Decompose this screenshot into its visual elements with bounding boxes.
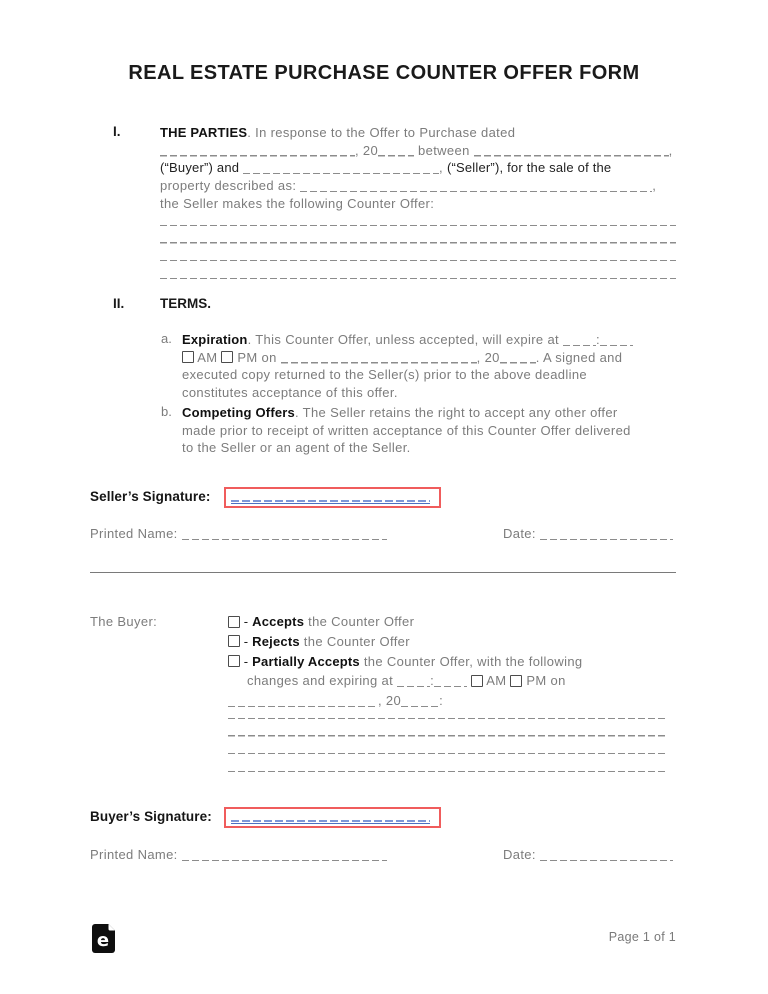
- text-run: ,: [668, 142, 673, 158]
- blank-write-line: [228, 704, 668, 722]
- seller-signature-field[interactable]: [224, 487, 441, 508]
- eforms-logo-icon: [92, 924, 115, 958]
- checkbox[interactable]: [228, 635, 240, 647]
- term-item-expiration: [182, 331, 633, 402]
- text-line: [182, 404, 631, 422]
- checkbox[interactable]: [182, 351, 194, 363]
- text-run: Expiration: [182, 332, 248, 347]
- fill-blank[interactable]: [600, 335, 633, 346]
- option-partially-accepts-cont: [247, 671, 582, 691]
- text-run: the Counter Offer, with the following: [359, 653, 583, 669]
- text-run: :: [439, 693, 444, 709]
- seller-printed-name-row: [90, 525, 387, 543]
- fill-blank[interactable]: [228, 743, 668, 754]
- page-indicator: Page 1 of 1: [608, 930, 676, 944]
- text-line: [160, 124, 673, 142]
- fill-blank[interactable]: [182, 850, 387, 861]
- text-run: Accepts: [252, 614, 305, 629]
- text-line: [182, 349, 633, 367]
- checkbox[interactable]: [228, 655, 240, 667]
- text-run: to the Seller or an agent of the Seller.: [182, 440, 411, 456]
- option-partially-accepts: [228, 652, 582, 672]
- text-line: [160, 195, 673, 213]
- checkbox[interactable]: [228, 616, 240, 628]
- text-line: [160, 159, 673, 177]
- fill-blank[interactable]: [281, 353, 477, 364]
- fill-blank[interactable]: [228, 761, 668, 772]
- buyer-printed-name-row: [90, 846, 387, 864]
- text-run: the Counter Offer: [299, 633, 410, 649]
- text-run: AM: [194, 349, 222, 365]
- text-run: . In response to the Offer to Purchase dated: [247, 125, 516, 140]
- text-run: PM on: [233, 349, 281, 365]
- text-run: PM on: [522, 673, 566, 689]
- buyer-date-row: [503, 846, 673, 864]
- text-run: , 20: [355, 142, 379, 158]
- fill-blank[interactable]: [378, 146, 414, 157]
- item-letter-a: a.: [161, 331, 172, 346]
- text-run: -: [240, 614, 253, 629]
- document-title: REAL ESTATE PURCHASE COUNTER OFFER FORM: [128, 62, 640, 84]
- option-accepts: [228, 612, 582, 632]
- section-number-terms: II.: [113, 296, 125, 311]
- text-line: [182, 422, 631, 440]
- text-run: property described as:: [160, 178, 301, 194]
- text-run: . The Seller retains the right to accept any other offer: [294, 405, 618, 420]
- text-run: . This Counter Offer, unless accepted, will expire at: [247, 332, 563, 347]
- checkbox[interactable]: [510, 675, 522, 687]
- fill-blank[interactable]: [228, 726, 668, 737]
- text-run: (“Buyer”) and: [160, 160, 243, 176]
- text-run: ,: [439, 160, 447, 176]
- text-run: -: [240, 633, 253, 649]
- blank-write-line: [160, 264, 676, 282]
- text-run: -: [240, 653, 253, 669]
- buyer-signature-label: Buyer’s Signature:: [90, 809, 212, 824]
- text-run: . A signed and: [535, 349, 623, 365]
- fill-blank[interactable]: [160, 250, 676, 261]
- buyer-response-label: The Buyer:: [90, 614, 158, 629]
- checkbox[interactable]: [221, 351, 233, 363]
- text-run: THE PARTIES: [160, 125, 248, 140]
- fill-blank[interactable]: [500, 353, 536, 364]
- fill-blank[interactable]: [563, 335, 596, 346]
- blank-write-line: [228, 722, 668, 740]
- fill-blank[interactable]: [540, 850, 673, 861]
- blank-write-line: [160, 211, 676, 229]
- blank-write-line: [160, 246, 676, 264]
- section-heading-terms: TERMS.: [160, 296, 212, 311]
- text-run: :: [430, 673, 435, 689]
- text-run: (“Seller”), for the sale of the: [446, 160, 612, 176]
- buyer-signature-field[interactable]: [224, 807, 441, 828]
- text-run: constitutes acceptance of this offer.: [182, 385, 398, 401]
- blank-write-line: [228, 757, 668, 775]
- fill-blank[interactable]: [160, 215, 676, 226]
- text-line: [160, 177, 673, 195]
- seller-date-row: [503, 525, 673, 543]
- text-run: , 20: [378, 693, 402, 709]
- blank-write-line: [160, 229, 676, 247]
- item-letter-b: b.: [161, 404, 172, 419]
- checkbox[interactable]: [471, 675, 483, 687]
- fill-blank[interactable]: [160, 146, 355, 157]
- text-line: [182, 439, 631, 457]
- fill-blank[interactable]: [434, 676, 467, 687]
- fill-blank[interactable]: [160, 268, 676, 279]
- text-run: , 20: [476, 349, 500, 365]
- fill-blank[interactable]: [228, 708, 668, 719]
- option-rejects: [228, 632, 582, 652]
- text-run: the Seller makes the following Counter Offer:: [160, 195, 435, 211]
- text-line: [182, 366, 633, 384]
- fill-blank[interactable]: [182, 529, 387, 540]
- svg-text:e: e: [96, 930, 110, 951]
- signature-fill-line: [231, 820, 430, 824]
- text-run: changes and expiring at: [247, 673, 398, 689]
- blank-write-line: [228, 739, 668, 757]
- fill-blank[interactable]: [300, 181, 652, 192]
- text-line: [182, 384, 633, 402]
- text-run: Partially Accepts: [252, 653, 360, 669]
- signature-fill-line: [231, 500, 430, 504]
- text-run: Rejects: [252, 633, 300, 649]
- fill-blank[interactable]: [160, 233, 676, 244]
- text-run: Date:: [503, 847, 540, 862]
- buyer-changes-blank-lines: [228, 704, 668, 775]
- buyer-response-options: [228, 612, 582, 711]
- text-line: [160, 142, 673, 160]
- text-run: :: [595, 332, 600, 347]
- fill-blank[interactable]: [243, 163, 439, 174]
- fill-blank[interactable]: [474, 146, 669, 157]
- text-line: [182, 331, 633, 349]
- text-run: the Counter Offer: [304, 614, 415, 629]
- text-run: ,: [652, 178, 657, 194]
- fill-blank[interactable]: [397, 676, 430, 687]
- parties-blank-lines: [160, 211, 676, 282]
- fill-blank[interactable]: [540, 529, 673, 540]
- seller-signature-label: Seller’s Signature:: [90, 489, 211, 504]
- text-run: Competing Offers: [182, 405, 295, 420]
- text-run: Printed Name:: [90, 847, 182, 862]
- text-run: AM: [483, 673, 511, 689]
- section-number-parties: I.: [113, 124, 121, 139]
- text-run: made prior to receipt of written acceptance of this Counter Offer delivered: [182, 422, 631, 438]
- section-parties-body: [160, 124, 673, 212]
- term-item-competing-offers: [182, 404, 631, 457]
- text-run: between: [414, 142, 474, 158]
- text-run: Date:: [503, 526, 540, 541]
- section-divider: [90, 572, 676, 573]
- text-run: executed copy returned to the Seller(s) prior to the above deadline: [182, 367, 588, 383]
- text-run: Printed Name:: [90, 526, 182, 541]
